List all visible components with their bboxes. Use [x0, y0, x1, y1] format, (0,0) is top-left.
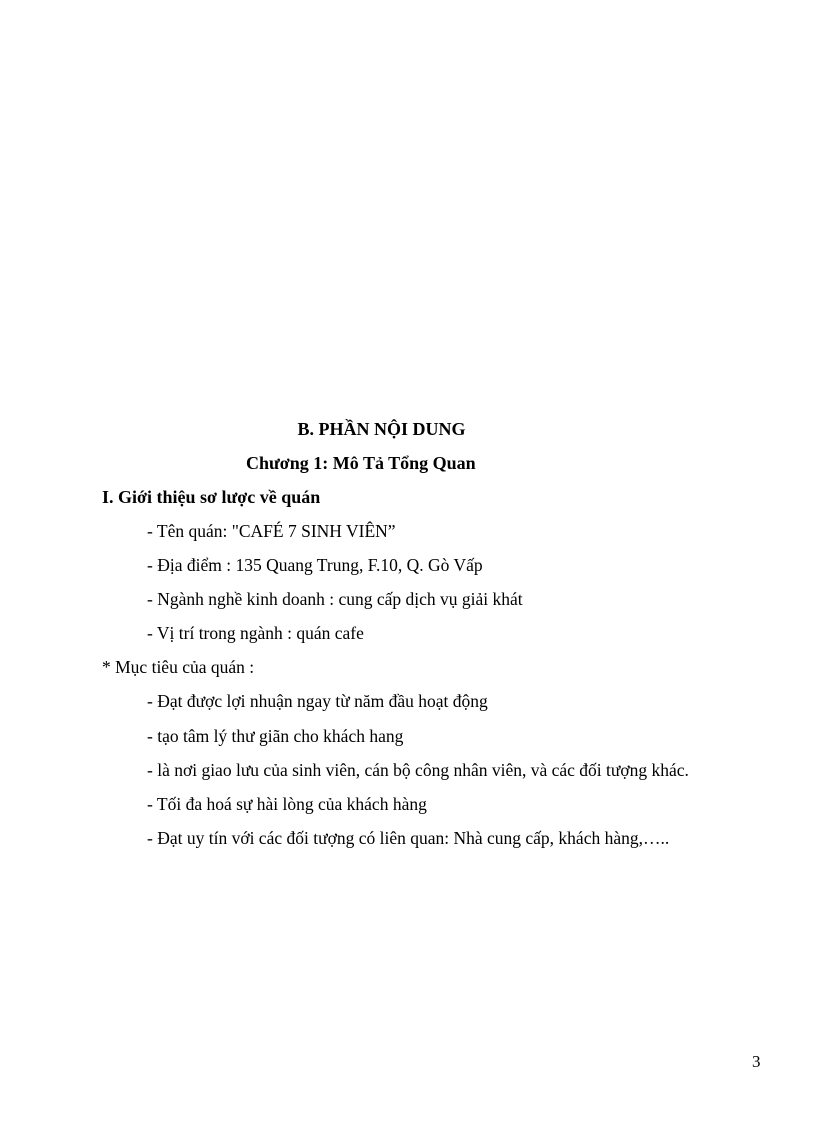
- list-item: - Địa điểm : 135 Quang Trung, F.10, Q. Gò Vấp: [147, 555, 483, 575]
- page-number: 3: [752, 1052, 761, 1071]
- chapter-heading: Chương 1: Mô Tả Tổng Quan: [246, 453, 476, 473]
- list-item: - là nơi giao lưu của sinh viên, cán bộ công nhân viên, và các đối tượng khác.: [147, 760, 689, 780]
- list-item: - Đạt được lợi nhuận ngay từ năm đầu hoạt động: [147, 691, 488, 711]
- goals-heading: * Mục tiêu của quán :: [102, 657, 255, 677]
- list-item: - Ngành nghề kinh doanh : cung cấp dịch vụ giải khát: [147, 589, 523, 609]
- list-item: - Vị trí trong ngành : quán cafe: [147, 623, 364, 643]
- section-title: I. Giới thiệu sơ lược về quán: [102, 487, 321, 507]
- main-heading: B. PHẦN NỘI DUNG: [297, 419, 466, 439]
- list-item: - Tên quán: "CAFÉ 7 SINH VIÊN”: [147, 521, 396, 541]
- list-item: - Tối đa hoá sự hài lòng của khách hàng: [147, 794, 427, 814]
- list-item: - Đạt uy tín với các đối tượng có liên quan: Nhà cung cấp, khách hàng,…..: [147, 828, 670, 848]
- list-item: - tạo tâm lý thư giãn cho khách hang: [147, 726, 404, 746]
